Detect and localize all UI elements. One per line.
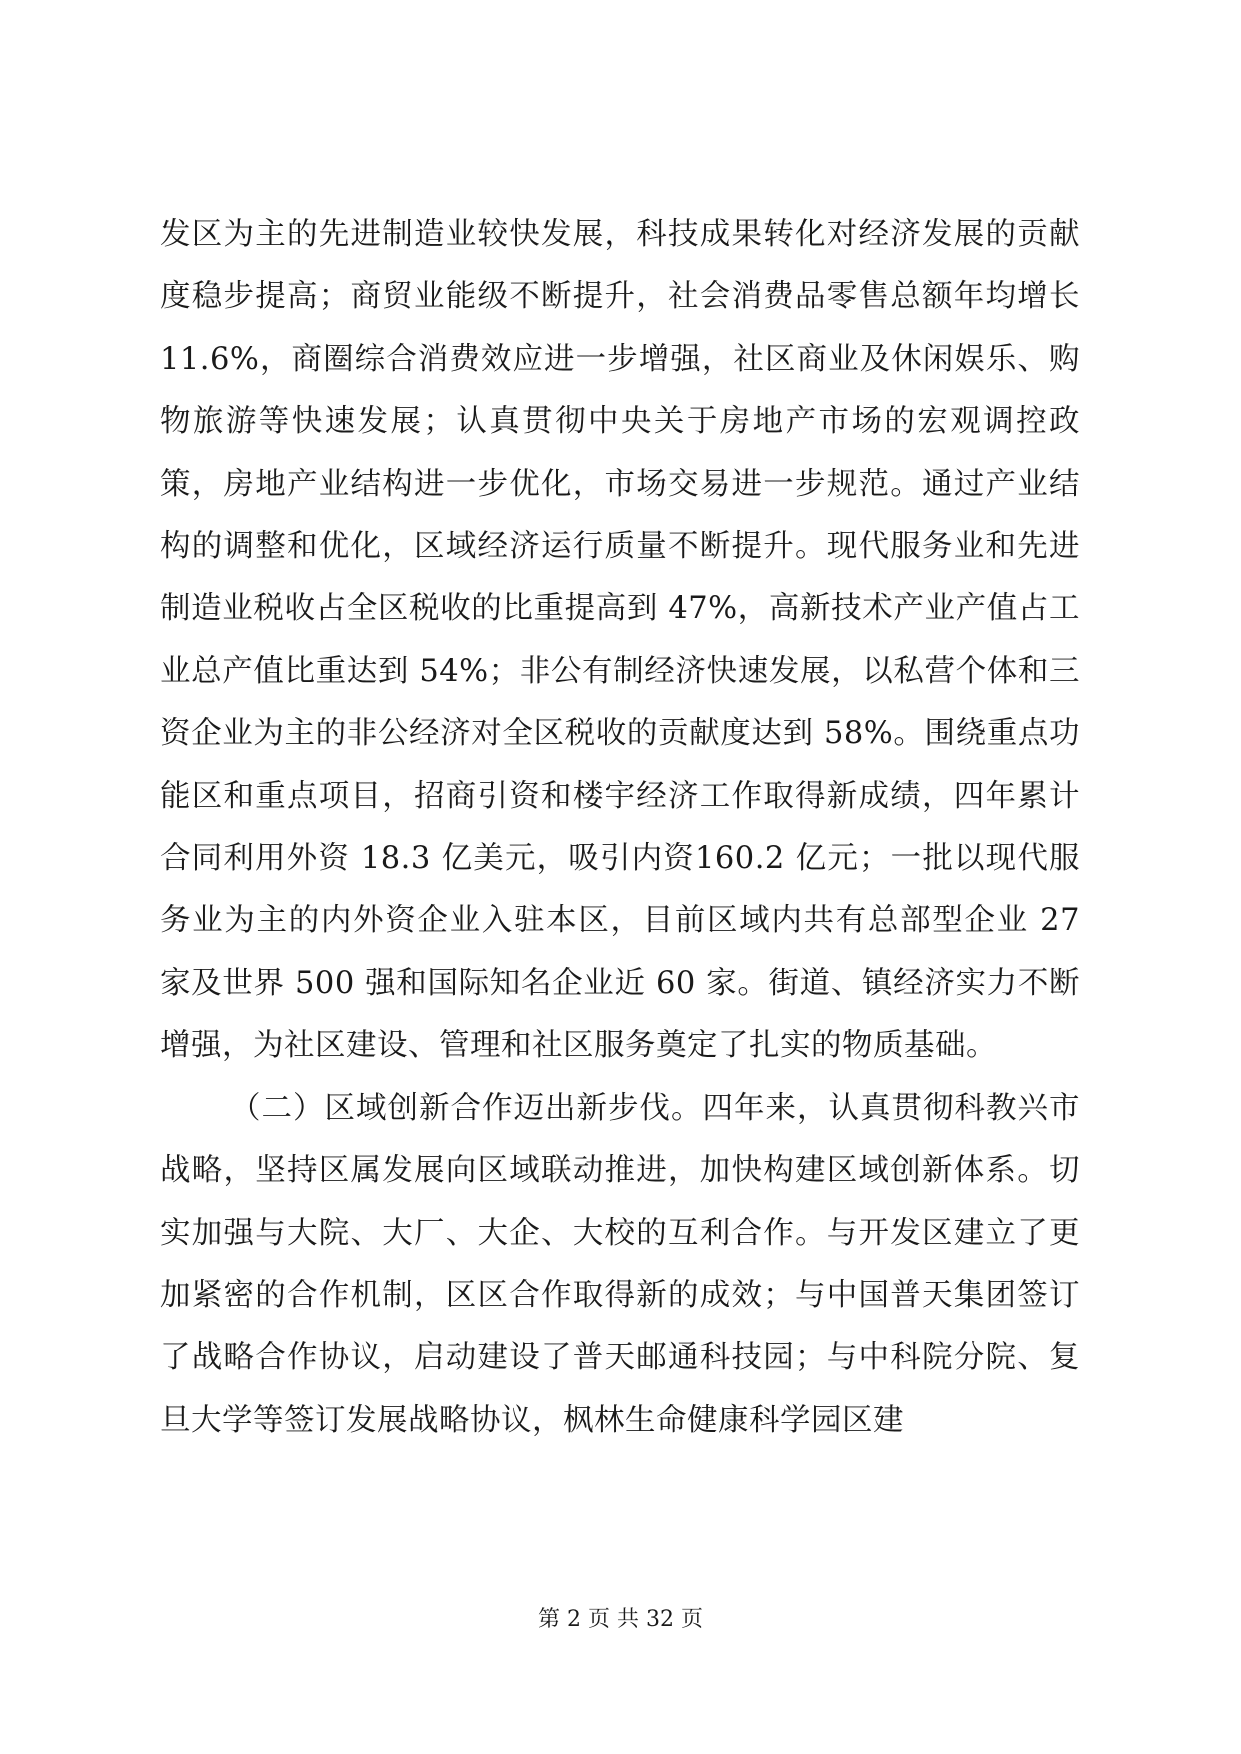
document-body: [160, 204, 1080, 1452]
paragraph-2: （二）区域创新合作迈出新步伐。四年来，认真贯彻科教兴市战略，坚持区属发展向区域联动推进，加快构建区域创新体系。切实加强与大院、大厂、大企、大校的互利合作。与开发区建立了更加紧密的合作机制，区区合作取得新的成效；与中国普天集团签订了战略合作协议，启动建设了普天邮通科技园；与中科院分院、复旦大学等签订发展战略协议，枫林生命健康科学园区建: [160, 1090, 1080, 1438]
paragraph-1: 发区为主的先进制造业较快发展，科技成果转化对经济发展的贡献度稳步提高；商贸业能级不断提升，社会消费品零售总额年均增长 11.6%，商圈综合消费效应进一步增强，社区商业及休闲娱乐、购物旅游等快速发展；认真贯彻中央关于房地产市场的宏观调控政策，房地产业结构进一步优化，市场交易进一步规范。通过产业结构的调整和优化，区域经济运行质量不断提升。现代服务业和先进制造业税收占全区税收的比重提高到 47%，高新技术产业产值占工业总产值比重达到 54%；非公有制经济快速发展，以私营个体和三资企业为主的非公经济对全区税收的贡献度达到 58%。围绕重点功能区和重点项目，招商引资和楼宇经济工作取得新成绩，四年累计合同利用外资 18.3 亿美元，吸引内资160.2 亿元；一批以现代服务业为主的内外资企业入驻本区，目前区域内共有总部型企业 27 家及世界 500 强和国际知名企业近 60 家。街道、镇经济实力不断增强，为社区建设、管理和社区服务奠定了扎实的物质基础。: [160, 217, 1080, 1064]
page-footer: 第 2 页 共 32 页: [538, 1607, 703, 1632]
